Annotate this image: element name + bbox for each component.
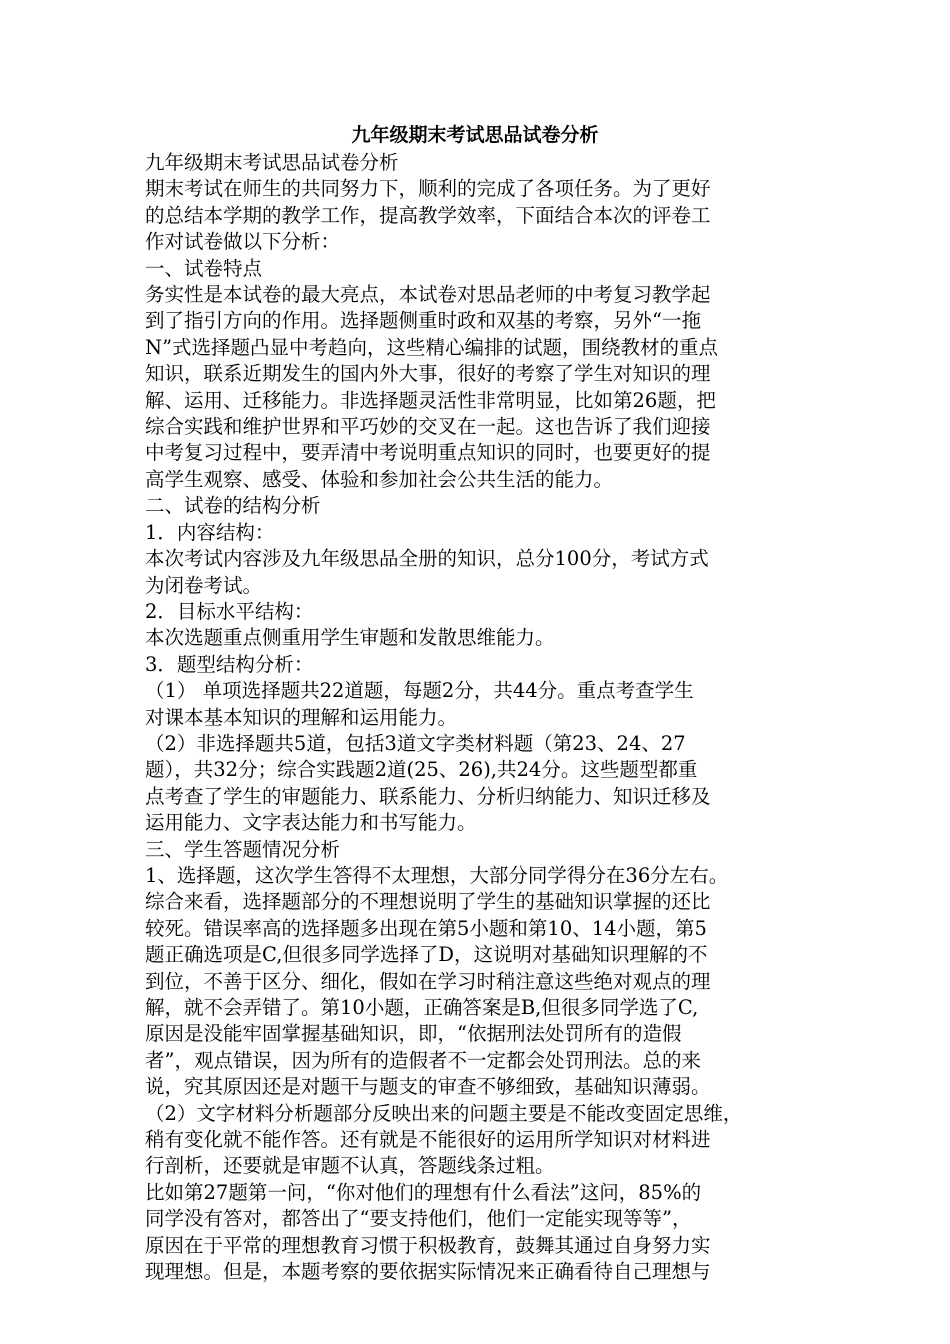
text-line: 到了指引方向的作用。选择题侧重时政和双基的考察，另外“一拖 bbox=[145, 309, 701, 333]
text-line: 作对试卷做以下分析： bbox=[145, 230, 341, 254]
text-line: 综合实践和维护世界和平巧妙的交叉在一起。这也告诉了我们迎接 bbox=[145, 415, 711, 439]
text-line: （2）非选择题共5道，包括3道文字类材料题（第23、24、27 bbox=[145, 731, 686, 755]
text-line: 知识，联系近期发生的国内外大事，很好的考察了学生对知识的理 bbox=[145, 362, 711, 386]
text-line: 同学没有答对，都答出了“要支持他们，他们一定能实现等等”， bbox=[145, 1207, 692, 1231]
document-title: 九年级期末考试思品试卷分析 bbox=[351, 124, 599, 146]
text-line: 较死。错误率高的选择题多出现在第5小题和第10、14小题，第5 bbox=[145, 916, 707, 940]
text-line: N”式选择题凸显中考趋向，这些精心编排的试题，围绕教材的重点 bbox=[145, 335, 719, 359]
text-line: 务实性是本试卷的最大亮点，本试卷对思品老师的中考复习教学起 bbox=[145, 283, 711, 307]
text-line: 解，就不会弄错了。第10小题，正确答案是B,但很多同学选了C, bbox=[145, 996, 699, 1019]
text-line: 题），共32分；综合实践题2道(25、26),共24分。这些题型都重 bbox=[145, 758, 698, 782]
text-line: 题正确选项是C,但很多同学选择了D，这说明对基础知识理解的不 bbox=[145, 943, 708, 967]
text-line: 期末考试在师生的共同努力下，顺利的完成了各项任务。为了更好 bbox=[145, 177, 711, 201]
text-line: 现理想。但是，本题考察的要依据实际情况来正确看待自己理想与 bbox=[145, 1260, 711, 1284]
text-line: 原因是没能牢固掌握基础知识，即，“依据刑法处罚所有的造假 bbox=[145, 1022, 682, 1046]
text-line: 1、选择题，这次学生答得不太理想，大部分同学得分在36分左右。 bbox=[145, 863, 729, 887]
text-line: 到位，不善于区分、细化，假如在学习时稍注意这些绝对观点的理 bbox=[145, 969, 711, 993]
text-line: 本次选题重点侧重用学生审题和发散思维能力。 bbox=[145, 626, 555, 650]
section-heading: 三、学生答题情况分析 bbox=[145, 837, 341, 861]
text-line: 为闭卷考试。 bbox=[145, 573, 263, 597]
text-line: 比如第27题第一问，“你对他们的理想有什么看法”这问，85%的 bbox=[145, 1180, 702, 1204]
subsection-heading: 1．内容结构： bbox=[145, 520, 275, 544]
subsection-heading: 3．题型结构分析： bbox=[145, 652, 314, 676]
text-line: 综合来看，选择题部分的不理想说明了学生的基础知识掌握的还比 bbox=[145, 890, 711, 914]
text-line: 原因在于平常的理想教育习惯于积极教育，鼓舞其通过自身努力实 bbox=[145, 1233, 711, 1257]
subsection-heading: 2．目标水平结构： bbox=[145, 599, 314, 623]
text-line: 稍有变化就不能作答。还有就是不能很好的运用所学知识对材料进 bbox=[145, 1128, 711, 1152]
text-line: 者”，观点错误，因为所有的造假者不一定都会处罚刑法。总的来 bbox=[145, 1048, 701, 1072]
text-line: （2）文字材料分析题部分反映出来的问题主要是不能改变固定思维， bbox=[145, 1101, 743, 1125]
section-heading: 二、试卷的结构分析 bbox=[145, 494, 321, 518]
text-line: 运用能力、文字表达能力和书写能力。 bbox=[145, 811, 477, 835]
document-body bbox=[145, 150, 825, 1285]
text-line: 说，究其原因还是对题干与题支的审查不够细致，基础知识薄弱。 bbox=[145, 1075, 711, 1099]
text-line: 中考复习过程中，要弄清中考说明重点知识的同时，也要更好的提 bbox=[145, 441, 711, 465]
text-line: 的总结本学期的教学工作，提高教学效率，下面结合本次的评卷工 bbox=[145, 203, 711, 227]
text-line: 九年级期末考试思品试卷分析 bbox=[145, 151, 399, 174]
text-line: （1） 单项选择题共22道题，每题2分，共44分。重点考查学生 bbox=[145, 679, 694, 703]
text-line: 解、运用、迁移能力。非选择题灵活性非常明显，比如第26题，把 bbox=[145, 388, 716, 412]
text-line: 本次考试内容涉及九年级思品全册的知识，总分100分，考试方式 bbox=[145, 547, 709, 571]
text-line: 行剖析，还要就是审题不认真，答题线条过粗。 bbox=[145, 1154, 555, 1178]
text-line: 点考查了学生的审题能力、联系能力、分析归纳能力、知识迁移及 bbox=[145, 784, 711, 808]
text-line: 对课本基本知识的理解和运用能力。 bbox=[145, 705, 458, 729]
text-line: 高学生观察、感受、体验和参加社会公共生活的能力。 bbox=[145, 467, 614, 491]
section-heading: 一、试卷特点 bbox=[145, 256, 263, 280]
